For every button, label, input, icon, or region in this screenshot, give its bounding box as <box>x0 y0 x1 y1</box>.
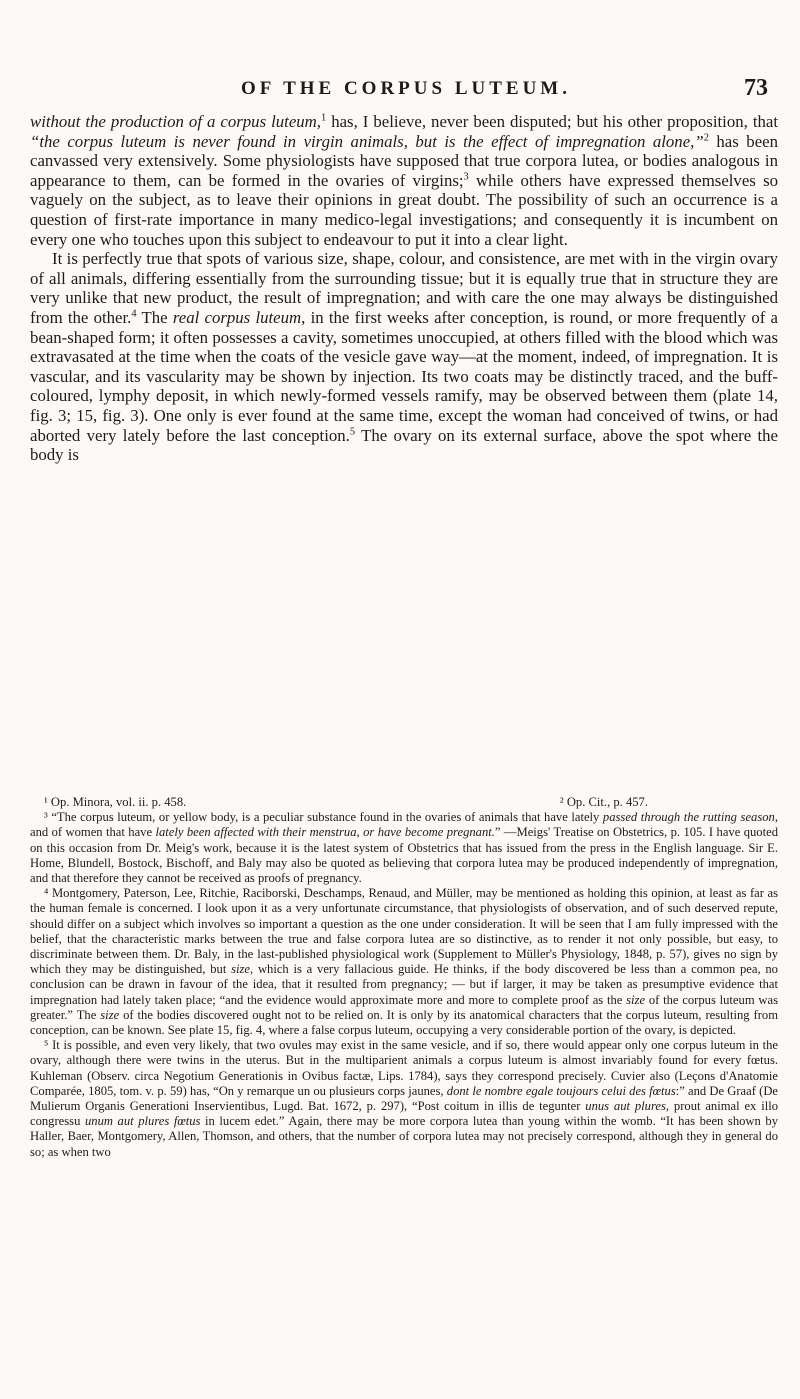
footnote-3 <box>30 810 778 886</box>
footnote-ref: 5 <box>349 425 356 437</box>
italic-phrase: size <box>100 1007 120 1022</box>
text-run: ⁴ Montgomery, Paterson, Lee, Ritchie, Raciborski, Deschamps, Renaud, and Müller, may be mentioned as holding this opinion, at least as far as the human female is concerned. I look upon it as a very unfortunate circumstance, that physiologists of observation, and of such deserved repute, should differ on a subject which involves so important a question as the one under consideration. It will be seen that I am fully impressed with the belief, that the characteristic marks between the true and false corpora lutea are so distinctive, as to render it not only possible, but easy, to discriminate between them. Dr. Baly, in the last-published physiological work (Supplement to Müller's Physiology, 1848, p. 57), gives no sign by which they may be distinguished, but <box>30 886 778 977</box>
italic-phrase: size <box>231 962 251 977</box>
footnote-5 <box>30 1038 778 1160</box>
text-run: has, I believe, never been disputed; but his other proposition, that <box>326 112 778 131</box>
text-run: The ovary on its external surface, above the spot where the body is <box>30 425 779 465</box>
footnote-4 <box>30 886 778 1038</box>
text-run: ” —Meigs' Treatise on Obstetrics, p. 105. I have quoted on this occasion from Dr. Meig's work, because it is the latest system of Obstetrics that has issued from the press in the English language. Sir E. Home, Blundell, Bostock, Bischoff, and Baly may also be quoted as believing that corpora lutea may be produced independently of impregnation, and that therefore they cannot be received as proofs of pregnancy. <box>30 825 778 886</box>
main-text <box>30 112 778 465</box>
text-run: of the corpus luteum was greater.” The <box>30 992 778 1022</box>
text-run: ³ “The corpus luteum, or yellow body, is a peculiar substance found in the ovaries of animals that have lately <box>44 810 603 825</box>
footnotes <box>30 795 778 1160</box>
running-head <box>30 75 782 108</box>
text-run: has been canvassed very extensively. Some physiologists have supposed that true corpora lutea, or bodies analogous in appearance to them, can be formed in the ovaries of virgins; <box>30 131 778 190</box>
text-run: , and of women that have <box>30 810 778 840</box>
italic-phrase: passed through the rutting season <box>602 810 775 825</box>
text-run: of the bodies discovered ought not to be relied on. It is only by its anatomical characters that the corpus luteum, resulting from conception, can be known. See plate 15, fig. 4, where a false corpus luteum, occupying a very considerable portion of the ovary, is depicted. <box>30 1007 778 1038</box>
italic-phrase: unum aut plures fœtus <box>84 1114 201 1129</box>
text-run: , prout animal ex illo congressu <box>30 1099 779 1129</box>
italic-phrase: dont le nombre egale toujours celui des fœtus <box>446 1083 676 1098</box>
footnote-1-2 <box>30 795 778 810</box>
footnote-1: ¹ Op. Minora, vol. ii. p. 458. <box>44 795 187 809</box>
footnote-ref: 4 <box>131 308 137 320</box>
text-run: The <box>136 307 173 327</box>
text-run: ⁵ It is possible, and even very likely, that two ovules may exist in the same vesicle, and if so, there would appear only one corpus luteum in the ovary, although there were twins in the uterus. But in the multiparient animals a corpus luteum is almost invariably found for every fœtus. Kuhleman (Observ. circa Negotium Generationis in Ovibus factæ, Lips. 1784), says they correspond precisely. Cuvier also (Leçons d'Anatomie Comparée, 1805, tom. v. p. 59) has, “On y remarque un ou plusieurs corps jaunes, <box>30 1038 778 1098</box>
italic-quote: “the corpus luteum is never found in virgin animals, but is the effect of impregnation alone,” <box>30 131 704 151</box>
paragraph-1 <box>30 112 778 249</box>
footnote-2: ² Op. Cit., p. 457. <box>559 795 648 809</box>
text-run: in lucem edet.” Again, there may be more corpora lutea than young within the womb. “It has been shown by Haller, Baer, Montgomery, Allen, Thomson, and others, that the number of corpora lutea may not precisely correspond, although they in general do so; as when two <box>30 1114 778 1159</box>
text-run: while others have expressed themselves so vaguely on the subject, as to leave their opinions in great doubt. The possibility of such an occurrence is a question of first-rate importance in many medico-legal investigations; and consequently it is incumbent on every one who touches upon this subject to endeavour to put it into a clear light. <box>30 170 778 249</box>
italic-phrase: lately been affected with their menstrua, or have become pregnant. <box>155 825 495 840</box>
footnote-ref: 2 <box>703 132 709 143</box>
text-run: , which is a very fallacious guide. He thinks, if the body discovered be less than a common pea, no conclusion can be drawn in favour of the idea, that it resulted from pregnancy; — but if larger, it may be taken as presumptive evidence that impregnation had lately taken place; “and the evidence would approximate more and more to complete proof as the <box>30 962 778 1007</box>
running-title: OF THE CORPUS LUTEUM. <box>241 78 571 99</box>
paragraph-2 <box>30 249 778 465</box>
text-run: It is perfectly true that spots of various size, shape, colour, and consistence, are met with in the virgin ovary of all animals, differing essentially from the surrounding tissue; but it is equally true that in structure they are very unlike that new product, the result of impregnation; and with care the one may always be distinguished from the other. <box>30 249 778 327</box>
page-number: 73 <box>744 75 768 101</box>
footnote-ref: 3 <box>463 171 469 183</box>
italic-phrase: without the production of a corpus luteum, <box>30 112 321 131</box>
italic-phrase: size <box>626 992 646 1007</box>
italic-phrase: unus aut plures <box>585 1099 666 1114</box>
italic-phrase: real corpus luteum <box>172 307 302 327</box>
footnote-ref: 1 <box>320 112 327 124</box>
text-run: , in the first weeks after conception, is round, or more frequently of a bean-shaped form; it often possesses a cavity, sometimes unoccupied, at others filled with the blood which was extravasated at the time when the coats of the vesicle gave way—at the moment, indeed, of impregnation. It is vascular, and its vascularity may be shown by injection. Its two coats may be distinctly traced, and the buff-coloured, lymphy deposit, in which newly-formed vessels ramify, may be observed between them (plate 14, fig. 3; 15, fig. 3). One only is ever found at the same time, except the woman had conceived of twins, or had aborted very lately before the last conception. <box>30 307 778 445</box>
text-run: :” and De Graaf (De Mulierum Organis Generationi Inservientibus, Lugd. Bat. 1672, p. 297), “Post coitum in illis de tegunter <box>30 1083 779 1114</box>
